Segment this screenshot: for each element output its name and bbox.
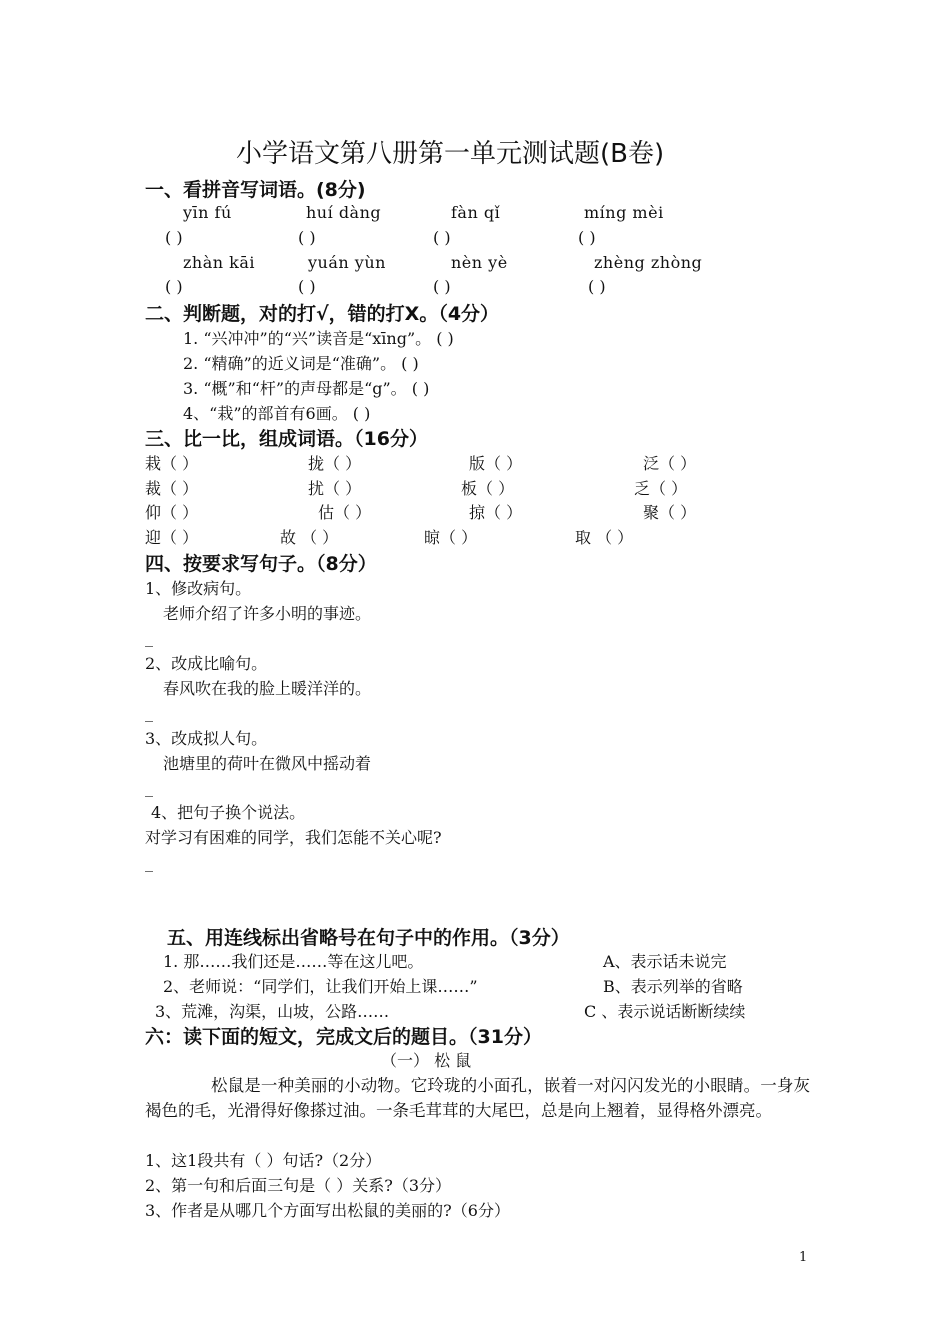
answer-blank[interactable]: ( ) — [588, 277, 606, 296]
sentence-item-3: 3、荒滩，沟渠，山坡，公路…… — [155, 1002, 390, 1021]
sentence-item-1: 1. 那……我们还是……等在这儿吧。 — [163, 952, 424, 971]
question-sentence: 老师介绍了许多小明的事迹。 — [163, 604, 372, 623]
function-option-b: B、表示列举的省略 — [603, 977, 743, 996]
word-cell: 仰（ ） — [145, 503, 199, 522]
pinyin-4: míng mèi — [584, 203, 664, 222]
answer-blank[interactable]: ( ) — [298, 228, 316, 247]
pinyin-2: huí dàng — [306, 203, 382, 222]
reading-question-3: 3、作者是从哪几个方面写出松鼠的美丽的?（6分） — [145, 1201, 510, 1220]
function-option-c: C 、表示说话断断续续 — [584, 1002, 746, 1021]
section-2-heading: 二、判断题，对的打√，错的打X。（4分） — [145, 303, 500, 325]
section-4-heading: 四、按要求写句子。（8分） — [145, 553, 377, 575]
pinyin-5: zhàn kāi — [183, 253, 256, 272]
word-cell: 板（ ） — [461, 479, 515, 498]
passage-title: （一） 松 鼠 — [381, 1051, 472, 1070]
answer-line[interactable]: _ — [145, 853, 153, 872]
word-cell: 迎（ ） — [145, 528, 199, 547]
passage-text: 松鼠是一种美丽的小动物。它玲珑的小面孔，嵌着一对闪闪发光的小眼睛。一身灰褐色的毛，光滑得好像搽过油。一条毛茸茸的大尾巴，总是向上翘着，显得格外漂亮。 — [145, 1076, 810, 1120]
judge-item-1: 1. “兴冲冲”的“兴”读音是“xīng”。 ( ) — [183, 329, 454, 348]
word-cell: 扰（ ） — [308, 479, 362, 498]
question-label: 3、改成拟人句。 — [145, 729, 268, 748]
section-1-heading: 一、看拼音写词语。(8分) — [145, 179, 366, 201]
answer-blank[interactable]: ( ) — [433, 277, 451, 296]
judge-item-4: 4、“栽”的部首有6画。 ( ) — [183, 404, 371, 423]
pinyin-1: yīn fú — [183, 203, 232, 222]
sentence-item-2: 2、老师说：“同学们，让我们开始上课……” — [163, 977, 478, 996]
function-option-a: A、表示话未说完 — [603, 952, 727, 971]
answer-line[interactable]: _ — [145, 778, 153, 797]
judge-item-2: 2. “精确”的近义词是“准确”。 ( ) — [183, 354, 419, 373]
word-cell: 版（ ） — [469, 454, 523, 473]
reading-question-1: 1、这1段共有（ ）句话?（2分） — [145, 1151, 382, 1170]
pinyin-7: nèn yè — [451, 253, 508, 272]
judge-item-3: 3. “概”和“杆”的声母都是“g”。 ( ) — [183, 379, 430, 398]
question-sentence: 池塘里的荷叶在微风中摇动着 — [163, 754, 372, 773]
pinyin-8: zhèng zhòng — [594, 253, 703, 272]
word-cell: 聚（ ） — [643, 503, 697, 522]
pinyin-3: fàn qǐ — [451, 203, 501, 222]
answer-blank[interactable]: ( ) — [433, 228, 451, 247]
answer-blank[interactable]: ( ) — [165, 277, 183, 296]
word-cell: 晾（ ） — [424, 528, 478, 547]
word-cell: 乏（ ） — [634, 479, 688, 498]
answer-blank[interactable]: ( ) — [298, 277, 316, 296]
answer-blank[interactable]: ( ) — [165, 228, 183, 247]
question-label: 2、改成比喻句。 — [145, 654, 268, 673]
section-3-heading: 三、比一比，组成词语。（16分） — [145, 428, 428, 450]
question-sentence: 春风吹在我的脸上暖洋洋的。 — [163, 679, 372, 698]
word-cell: 栽（ ） — [145, 454, 199, 473]
word-cell: 故 （ ） — [280, 528, 339, 547]
question-sentence: 对学习有困难的同学，我们怎能不关心呢? — [145, 828, 442, 847]
answer-blank[interactable]: ( ) — [578, 228, 596, 247]
answer-line[interactable]: _ — [145, 703, 153, 722]
question-label: 4、把句子换个说法。 — [151, 803, 306, 822]
page-title: 小学语文第八册第一单元测试题(B卷) — [236, 139, 665, 169]
pinyin-6: yuán yùn — [308, 253, 386, 272]
reading-question-2: 2、第一句和后面三句是（ ）关系?（3分） — [145, 1176, 452, 1195]
word-cell: 裁（ ） — [145, 479, 199, 498]
word-cell: 取 （ ） — [575, 528, 634, 547]
question-label: 1、修改病句。 — [145, 579, 252, 598]
word-cell: 泛（ ） — [643, 454, 697, 473]
section-5-heading: 五、用连线标出省略号在句子中的作用。（3分） — [167, 927, 570, 949]
page-number: 1 — [799, 1250, 808, 1265]
answer-line[interactable]: _ — [145, 628, 153, 647]
word-cell: 估（ ） — [318, 503, 372, 522]
word-cell: 拢（ ） — [308, 454, 362, 473]
section-6-heading: 六：读下面的短文，完成文后的题目。（31分） — [145, 1026, 542, 1048]
word-cell: 掠（ ） — [469, 503, 523, 522]
